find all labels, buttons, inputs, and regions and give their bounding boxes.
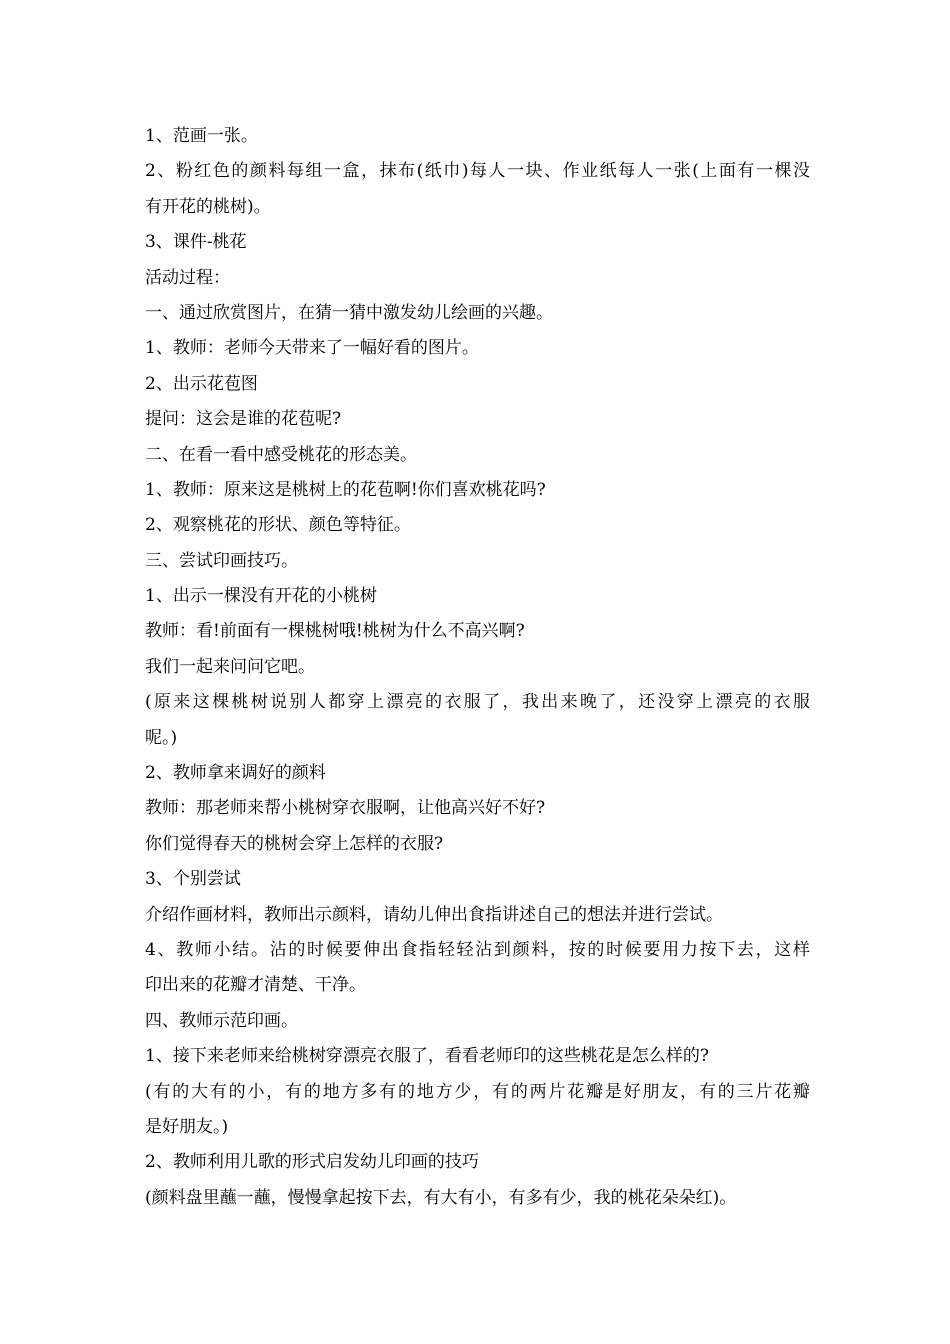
text-line: 1、教师：原来这是桃树上的花苞啊!你们喜欢桃花吗? — [145, 479, 546, 500]
text-line: 4、教师小结。沾的时候要伸出食指轻轻沾到颜料，按的时候要用力按下去，这样 — [145, 939, 810, 960]
text-line: 介绍作画材料，教师出示颜料，请幼儿伸出食指讲述自己的想法并进行尝试。 — [145, 904, 723, 925]
text-line: 活动过程： — [145, 267, 230, 288]
text-line: 1、教师：老师今天带来了一幅好看的图片。 — [145, 338, 479, 359]
section-heading: 四、教师示范印画。 — [145, 1010, 298, 1031]
text-line: 2、教师利用儿歌的形式启发幼儿印画的技巧 — [145, 1152, 479, 1173]
text-line: 印出来的花瓣才清楚、干净。 — [145, 975, 366, 996]
document-body — [145, 119, 810, 1216]
text-line: (有的大有的小，有的地方多有的地方少，有的两片花瓣是好朋友，有的三片花瓣 — [145, 1081, 810, 1102]
text-line: 3、课件-桃花 — [145, 232, 247, 253]
text-line: 呢。) — [145, 727, 178, 748]
text-line: 我们一起来问问它吧。 — [145, 656, 315, 677]
text-line: 2、教师拿来调好的颜料 — [145, 763, 326, 784]
text-line: (颜料盘里蘸一蘸，慢慢拿起按下去，有大有小，有多有少，我的桃花朵朵红)。 — [145, 1187, 737, 1208]
text-line: 2、出示花苞图 — [145, 373, 258, 394]
text-line: 1、范画一张。 — [145, 126, 258, 146]
section-heading: 三、尝试印画技巧。 — [145, 550, 298, 571]
text-line: 提问：这会是谁的花苞呢? — [145, 409, 342, 430]
text-line: 教师：看!前面有一棵桃树哦!桃树为什么不高兴啊? — [145, 621, 525, 642]
text-line: 1、接下来老师来给桃树穿漂亮衣服了，看看老师印的这些桃花是怎么样的? — [145, 1046, 709, 1067]
text-line: 有开花的桃树)。 — [145, 196, 271, 217]
text-line: 1、出示一棵没有开花的小桃树 — [145, 586, 377, 607]
section-heading: 一、通过欣赏图片，在猜一猜中激发幼儿绘画的兴趣。 — [145, 302, 553, 323]
text-line: 2、粉红色的颜料每组一盒，抹布(纸巾)每人一块、作业纸每人一张(上面有一棵没 — [145, 161, 810, 182]
section-heading: 二、在看一看中感受桃花的形态美。 — [145, 444, 417, 465]
text-line: 3、个别尝试 — [145, 869, 241, 890]
text-line: 2、观察桃花的形状、颜色等特征。 — [145, 515, 411, 536]
text-line: 教师：那老师来帮小桃树穿衣服啊，让他高兴好不好? — [145, 798, 546, 819]
text-line: 是好朋友。) — [145, 1116, 229, 1137]
text-line: 你们觉得春天的桃树会穿上怎样的衣服? — [145, 833, 444, 854]
text-line: (原来这棵桃树说别人都穿上漂亮的衣服了，我出来晚了，还没穿上漂亮的衣服 — [145, 692, 810, 713]
